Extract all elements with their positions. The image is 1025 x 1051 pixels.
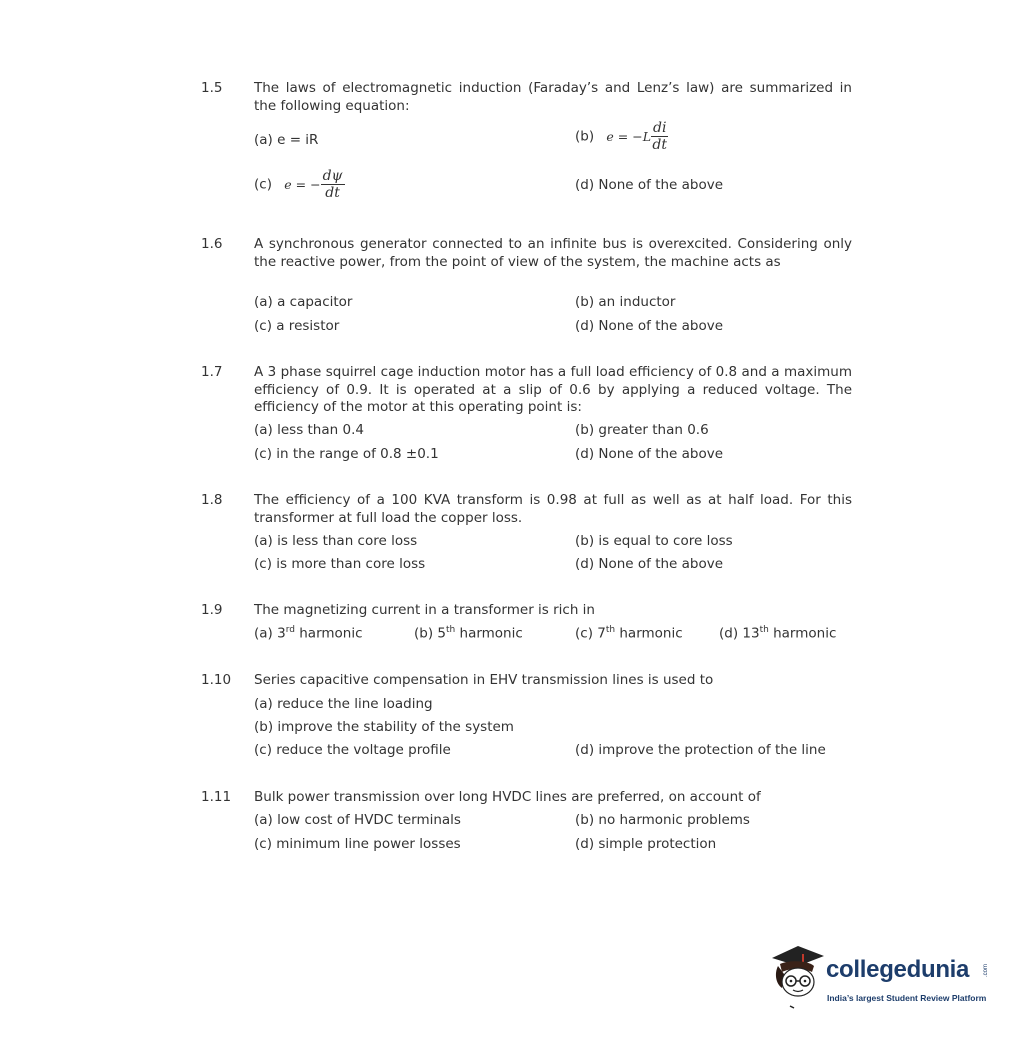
option-a: (a) is less than core loss (254, 533, 418, 549)
question-text: The magnetizing current in a transformer is rich in (254, 602, 595, 618)
option-b (575, 120, 668, 153)
ordinal-suffix: th (759, 625, 769, 635)
ordinal-suffix: rd (285, 625, 295, 635)
option-d (719, 625, 836, 642)
fraction-denominator: dt (652, 137, 668, 153)
option-b (414, 625, 523, 642)
question-text: Series capacitive compensation in EHV transmission lines is used to (254, 672, 714, 688)
option-d: (d) None of the above (575, 556, 724, 572)
option-d: (d) None of the above (575, 446, 724, 462)
option-text: harmonic (294, 625, 363, 642)
option-a: (a) low cost of HVDC terminals (254, 812, 461, 828)
option-text: (c) 7 (575, 625, 606, 642)
option-d: (d) simple protection (575, 836, 717, 852)
option-c: (c) minimum line power losses (254, 836, 461, 852)
equation-lhs: e = −L (606, 128, 651, 144)
question-text: A 3 phase squirrel cage induction motor has a full load efficiency of 0.8 and a maximum efficiency of 0.9. It is operated at a slip of 0.6 by applying a reduced voltage. The efficiency of the motor at this operating point is: (254, 364, 852, 415)
brand-domain: .com (983, 964, 989, 978)
mascot-graduation-cap-icon (768, 944, 828, 1014)
option-a: (a) e = iR (254, 132, 319, 148)
option-text: harmonic (455, 625, 523, 642)
option-a (254, 625, 363, 642)
ordinal-suffix: th (605, 625, 616, 635)
question-text: The efficiency of a 100 KVA transform is 0.98 at full as well as at half load. For this transformer at full load the copper loss. (254, 492, 852, 526)
option-d: (d) None of the above (575, 177, 724, 193)
question-text: Bulk power transmission over long HVDC lines are preferred, on account of (254, 789, 761, 805)
fraction (651, 120, 668, 153)
option-label: (b) (575, 128, 595, 145)
question-text: A synchronous generator connected to an infinite bus is overexcited. Considering only the reactive power, from the point of view of the system, the machine acts as (254, 236, 852, 270)
option-text: harmonic (768, 625, 837, 642)
collegedunia-logo (768, 944, 993, 1014)
option-c: (c) reduce the voltage profile (254, 742, 451, 758)
question-text: The laws of electromagnetic induction (Faraday’s and Lenz’s law) are summarized in the following equation: (254, 80, 852, 114)
option-d: (d) None of the above (575, 318, 724, 334)
option-a: (a) reduce the line loading (254, 696, 433, 712)
fraction-denominator: dt (325, 185, 340, 201)
option-text: (d) 13 (719, 625, 760, 642)
option-text: (a) 3 (254, 625, 286, 642)
fraction (321, 168, 345, 201)
option-a: (a) less than 0.4 (254, 422, 364, 438)
question-number: 1.7 (201, 364, 223, 380)
option-c: (c) a resistor (254, 318, 340, 334)
question-number: 1.10 (201, 672, 232, 688)
question-number: 1.8 (201, 492, 223, 508)
option-c (254, 168, 345, 201)
option-d: (d) improve the protection of the line (575, 742, 826, 758)
option-c: (c) is more than core loss (254, 556, 426, 572)
ordinal-suffix: th (445, 625, 456, 635)
equation-lhs: e = − (284, 176, 321, 192)
option-text: (b) 5 (414, 625, 446, 642)
question-number: 1.9 (201, 602, 223, 618)
option-b: (b) greater than 0.6 (575, 422, 709, 438)
option-c: (c) in the range of 0.8 ±0.1 (254, 446, 439, 462)
fraction-numerator: dψ (322, 168, 343, 184)
option-text: harmonic (615, 625, 683, 642)
option-label: (c) (254, 176, 272, 193)
option-b: (b) an inductor (575, 294, 676, 310)
brand-name: collegedunia (826, 956, 970, 983)
option-c (575, 625, 683, 642)
question-number: 1.5 (201, 80, 223, 96)
option-a: (a) a capacitor (254, 294, 353, 310)
option-b: (b) is equal to core loss (575, 533, 733, 549)
brand-tagline: India’s largest Student Review Platform (827, 993, 987, 1003)
option-b: (b) no harmonic problems (575, 812, 750, 828)
fraction-numerator: di (653, 120, 667, 136)
question-number: 1.6 (201, 236, 223, 252)
question-number: 1.11 (201, 789, 232, 805)
option-b: (b) improve the stability of the system (254, 719, 514, 735)
